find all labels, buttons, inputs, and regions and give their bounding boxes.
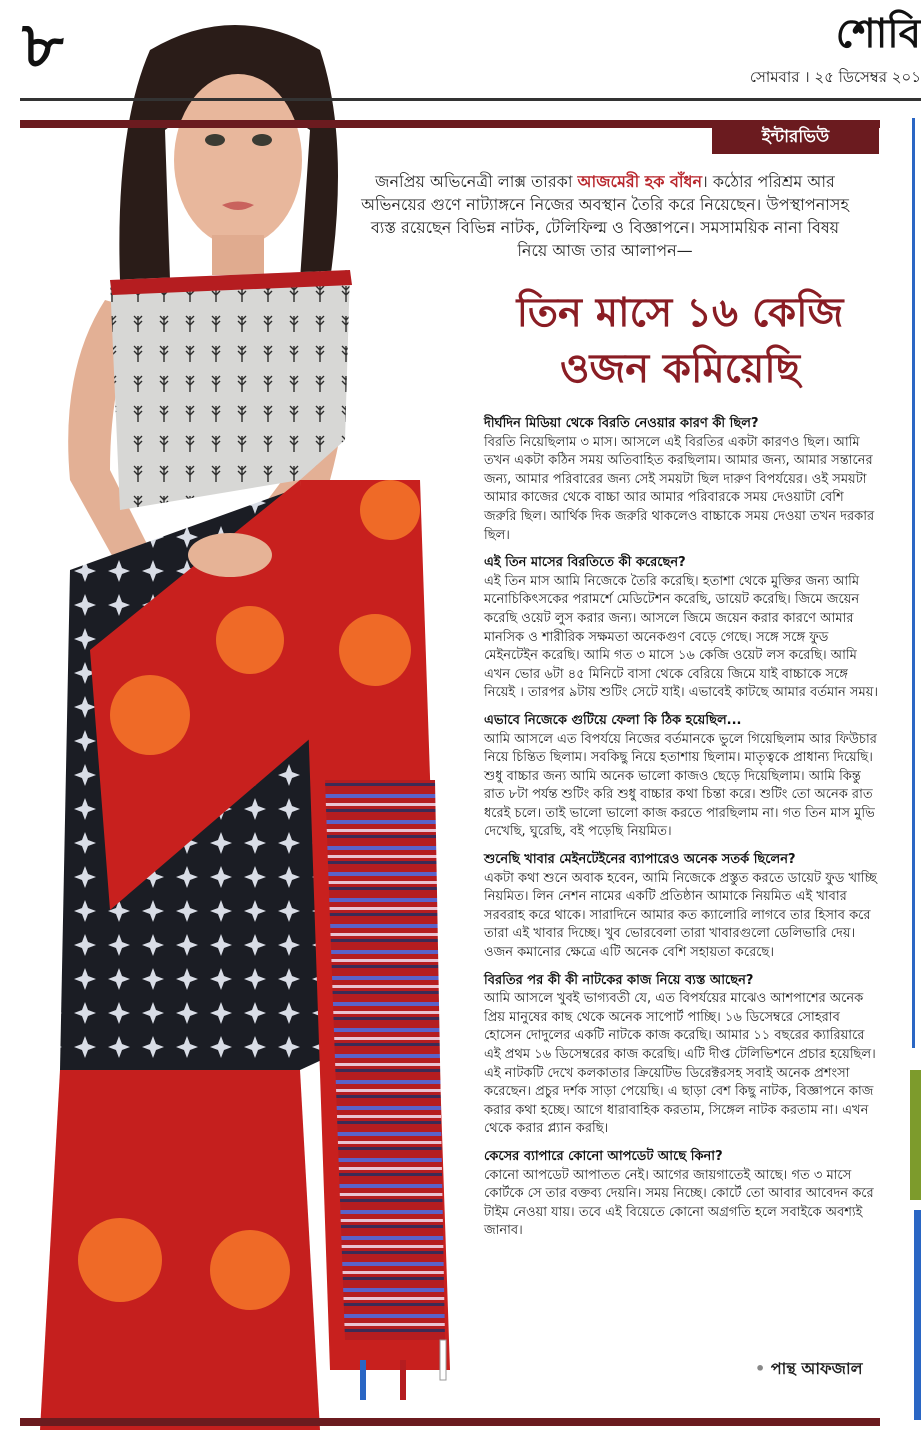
intro-text-after: । কঠোর পরিশ্রম আর অভিনয়ের গুণে নাট্যাঙ্গনে নিজের অবস্থান তৈরি করে নিয়েছেন। উপস্থাপনাসহ ব্যস্ত রয়েছেন বিভিন্ন নাটক, টেলিফিল্ম ও বিজ্ঞাপনে। সমসাময়িক নানা বিষয় নিয়ে আজ তার আলাপন— <box>361 172 849 260</box>
actress-name: আজমেরী হক বাঁধন <box>577 172 703 191</box>
byline-author: পান্থ আফজাল <box>770 1359 863 1378</box>
byline-bullet: • <box>755 1359 766 1378</box>
intro-text-before: জনপ্রিয় অভিনেত্রী লাক্স তারকা <box>375 172 578 191</box>
header-rule <box>20 98 921 101</box>
page-number: ৮ <box>22 9 64 83</box>
answer-6: কোনো আপডেট আপাতত নেই। আগের জায়গাতেই আছে। গত ৩ মাসে কোর্টকে সে তার বক্তব্য দেয়নি। সময় নিচ্ছে। কোর্টে তো আবার আবেদন করে টাইম নেওয়া যায়। তবে এই বিয়েতে কোনো অগ্রগতি হলে সবাইকে অবশ্যই জানাব। <box>484 1167 874 1239</box>
answer-2: এই তিন মাস আমি নিজেকে তৈরি করেছি। হতাশা থেকে মুক্তির জন্য আমি মনোচিকিৎসকের পরামর্শে মেডিটেশন করেছি, ডায়েট করেছি। জিমে জয়েন করেছি ওয়েট লুস করার জন্য। আসলে জিমে জয়েন করার কারণে আমার মানসিক ও শারীরিক সক্ষমতা অনেকগুণ বেড়ে গেছে। সঙ্গে সঙ্গে ফুড মেইনটেইন করেছি। আমি গত ৩ মাসে ১৬ কেজি ওয়েট লস করেছি। আমি এখন ভোর ৬টা ৪৫ মিনিটে বাসা থেকে বেরিয়ে জিমে যাই বাচ্চাকে সঙ্গে নিয়েই । তারপর ৯টায় শুটিং সেটে যাই। এভাবেই কাটছে আমার বর্তমান সময়। <box>484 573 879 701</box>
headline <box>480 285 880 397</box>
question-5: বিরতির পর কী কী নাটকের কাজ নিয়ে ব্যস্ত আছেন? <box>484 972 754 988</box>
headline-line-1: তিন মাসে ১৬ কেজি <box>516 290 844 336</box>
interview-body <box>484 415 880 1250</box>
question-3: এভাবে নিজেকে গুটিয়ে ফেলা কি ঠিক হয়েছিল... <box>484 712 742 728</box>
byline <box>755 1356 863 1383</box>
headline-line-2: ওজন কমিয়েছি <box>560 346 800 392</box>
intro-paragraph <box>355 170 855 262</box>
section-tag: ইন্টারভিউ <box>712 120 879 154</box>
right-column-rule <box>912 118 915 1048</box>
footer-rule <box>20 1418 880 1426</box>
answer-4: একটা কথা শুনে অবাক হবেন, আমি নিজেকে প্রস্তুত করতে ডায়েট ফুড খাচ্ছি নিয়মিত। লিন নেশন নামের একটি প্রতিষ্ঠান আমাকে নিয়মিত এই খাবার সরবরাহ করে থাকে। সারাদিনে আমার কত ক্যালোরি লাগবে তার হিসাব করে তারা এই খাবার দিচ্ছে। খুব ভোরবেলা তারা খাবারগুলো ডেলিভারি দেয়। ওজন কমানোর ক্ষেত্রে এটি অনেক বেশি সহায়তা করেছে। <box>484 870 877 961</box>
question-4: শুনেছি খাবার মেইনটেইনের ব্যাপারেও অনেক সতর্ক ছিলেন? <box>484 852 796 868</box>
right-edge-accent-green <box>910 1070 921 1200</box>
question-1: দীর্ঘদিন মিডিয়া থেকে বিরতি নেওয়ার কারণ কী ছিল? <box>484 416 759 431</box>
answer-5: আমি আসলে খুবই ভাগ্যবতী যে, এত বিপর্যয়ের মাঝেও আশপাশের অনেক প্রিয় মানুষের কাছ থেকে অনেক সাপোর্ট পাচ্ছি। ১৬ ডিসেম্বরে সোহরাব হোসেন দোদুলের একটি নাটকে কাজ করেছি। আমার ১১ বছরের ক্যারিয়ারে এই প্রথম ১৬ ডিসেম্বরের কাজ করেছি। এটি দীপ্ত টেলিভিশনে প্রচার হয়েছিল। এই নাটকটি দেখে কলকাতার ক্রিয়েটিভ ডিরেক্টরসহ সবাই অনেক প্রশংসা করেছেন। প্রচুর দর্শক সাড়া পেয়েছি। এ ছাড়া বেশ কিছু নাটক, বিজ্ঞাপনে কাজ করার কথা হচ্ছে। আগে ধারাবাহিক করতাম, সিঙ্গেল নাটক করতাম না। এখন থেকে করার প্ল্যান করছি। <box>484 991 876 1137</box>
question-2: এই তিন মাসের বিরতিতে কী করেছেন? <box>484 555 686 571</box>
right-edge-accent-blue <box>914 1210 921 1420</box>
question-6: কেসের ব্যাপারে কোনো আপডেট আছে কিনা? <box>484 1148 723 1164</box>
answer-3: আমি আসলে এত বিপর্যয়ে নিজের বর্তমানকে ভুলে গিয়েছিলাম আর ফিউচার নিয়ে চিন্তিত ছিলাম। সবকিছু নিয়ে হতাশায় ছিলাম। মাতৃত্বকে প্রাধান্য দিয়েছি। শুধু বাচ্চার জন্য আমি অনেক ভালো কাজও ছেড়ে দিয়েছিলাম। আমি কিন্তু রাত ৮টা পর্যন্ত শুটিং করি শুধু বাচ্চার কথা চিন্তা করে। শুটিং তো অনেক রাত ধরেই চলে। তাই ভালো ভালো কাজ করতে পারছিলাম না। গত তিন মাস মুভি দেখেছি, ঘুরেছি, বই পড়েছি নিয়মিত। <box>484 731 877 840</box>
dateline: সোমবার । ২৫ ডিসেম্বর ২০১ <box>749 68 921 86</box>
masthead-title: শোবি <box>835 11 921 57</box>
answer-1: বিরতি নিয়েছিলাম ৩ মাস। আসলে এই বিরতির একটা কারণও ছিল। আমি তখন একটা কঠিন সময় অতিবাহিত করছিলাম। আমার জন্য, আমার সন্তানের জন্য, আমার পরিবারের জন্য সেই সময়টা ছিল দারুণ বিপর্যয়ের। ওই সময়টা আমার কাজের থেকে বাচ্চা আর আমার পরিবারকে সময় দেওয়াটা বেশি জরুরি ছিল। আর্থিক দিক জরুরি থাকলেও বাচ্চাকে সময় দেওয়া তখন দরকার ছিল। <box>484 434 875 543</box>
